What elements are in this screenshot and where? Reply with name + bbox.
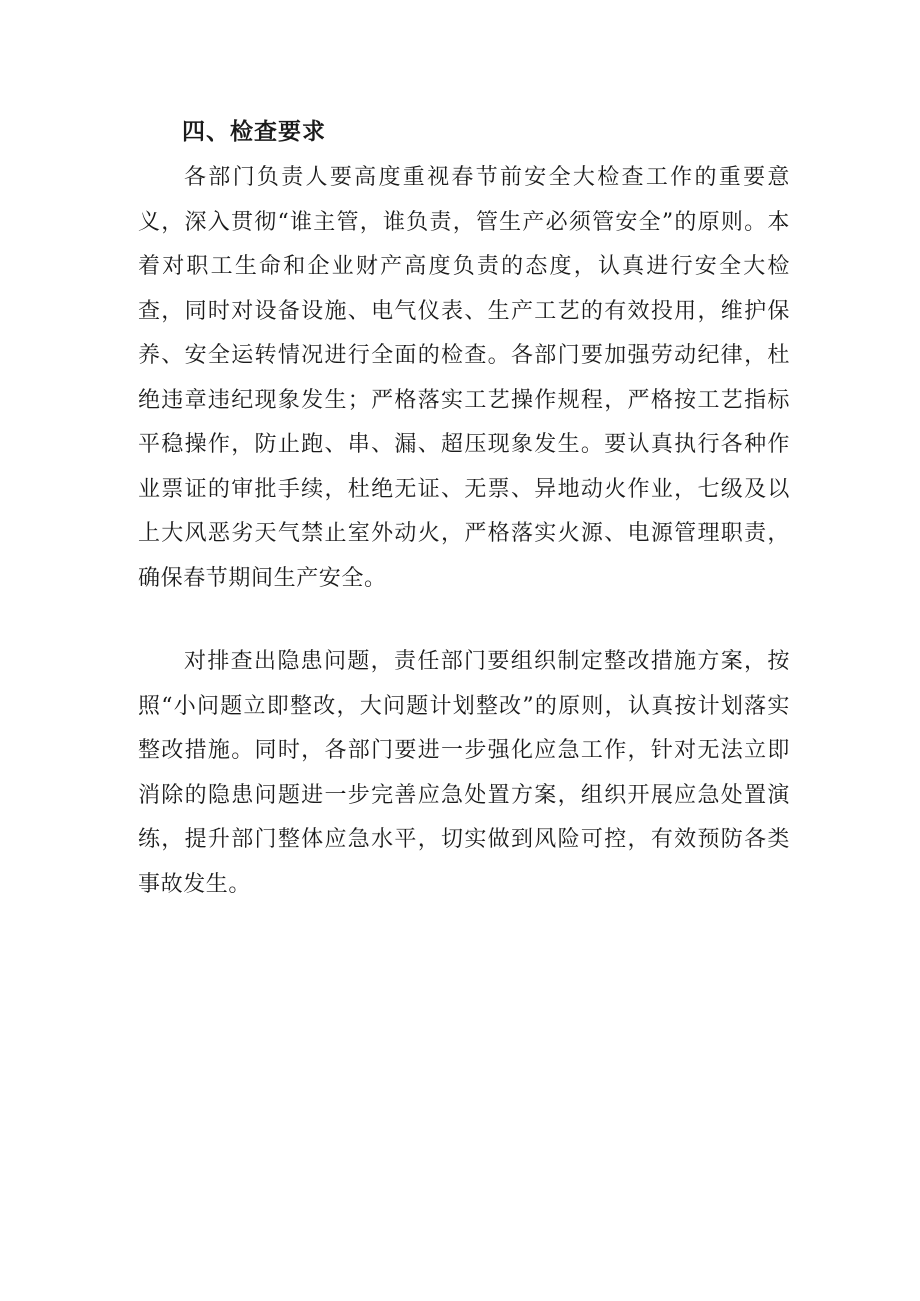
section-heading: 四、检查要求 [182,119,326,145]
paragraph: 对排查出隐患问题，责任部门要组织制定整改措施方案，按照“小问题立即整改，大问题计划整改”的原则，认真按计划落实整改措施。同时，各部门要进一步强化应急工作，针对无法立即消除的隐患问题进一步完善应急处置方案，组织开展应急处置演练，提升部门整体应急水平，切实做到风险可控，有效预防各类事故发生。 [138,649,790,897]
paragraph: 各部门负责人要高度重视春节前安全大检查工作的重要意义，深入贯彻“谁主管，谁负责，管生产必须管安全”的原则。本着对职工生命和企业财产高度负责的态度，认真进行安全大检查，同时对设备设施、电气仪表、生产工艺的有效投用，维护保养、安全运转情况进行全面的检查。各部门要加强劳动纪律，杜绝违章违纪现象发生；严格落实工艺操作规程，严格按工艺指标平稳操作，防止跑、串、漏、超压现象发生。要认真执行各种作业票证的审批手续，杜绝无证、无票、异地动火作业，七级及以上大风恶劣天气禁止室外动火，严格落实火源、电源管理职责，确保春节期间生产安全。 [138,165,790,591]
